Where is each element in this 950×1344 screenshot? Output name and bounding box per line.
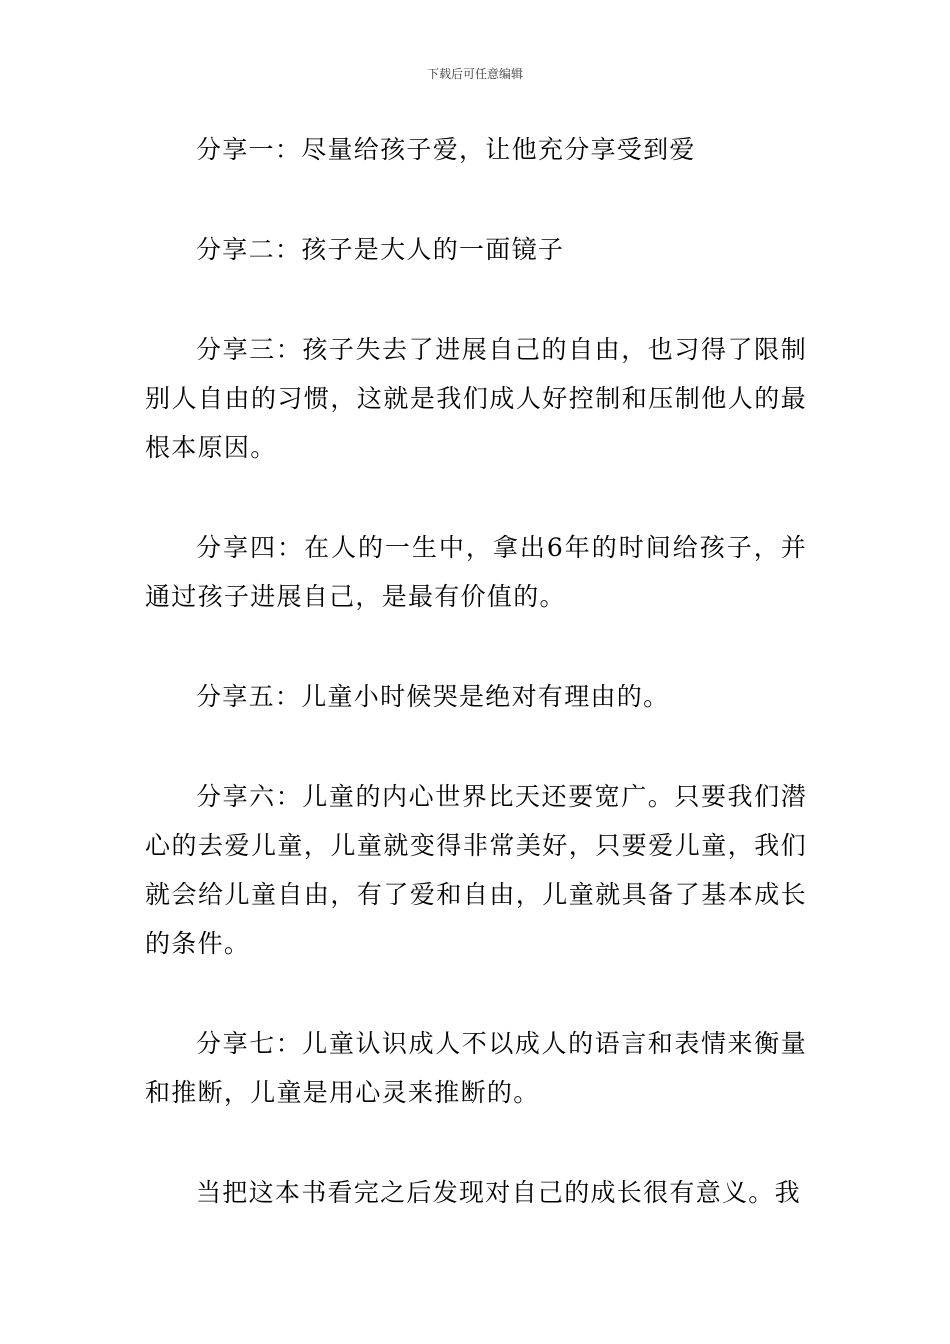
paragraph-share-3: 分享三：孩子失去了进展自己的自由，也习得了限制别人自由的习惯，这就是我们成人好控制和压制他人的最根本原因。 [145, 335, 807, 462]
paragraph-share-2: 分享二：孩子是大人的一面镜子 [196, 235, 565, 264]
paragraph-conclusion: 当把这本书看完之后发现对自己的成长很有意义。我 [196, 1178, 801, 1207]
paragraph-share-5: 分享五：儿童小时候哭是绝对有理由的。 [196, 682, 670, 711]
paragraph-share-6: 分享六：儿童的内心世界比天还要宽广。只要我们潜心的去爱儿童，儿童就变得非常美好，只要爱儿童，我们就会给儿童自由，有了爱和自由，儿童就具备了基本成长的条件。 [145, 782, 807, 958]
paragraph-share-1: 分享一：尽量给孩子爱，让他充分享受到爱 [196, 135, 696, 164]
paragraph-share-4: 分享四：在人的一生中，拿出6年的时间给孩子，并通过孩子进展自己，是最有价值的。 [145, 533, 807, 611]
page-header: 下载后可任意编辑 [426, 67, 523, 81]
document-body [145, 125, 807, 1217]
paragraph-share-7: 分享七：儿童认识成人不以成人的语言和表情来衡量和推断，儿童是用心灵来推断的。 [145, 1029, 807, 1107]
